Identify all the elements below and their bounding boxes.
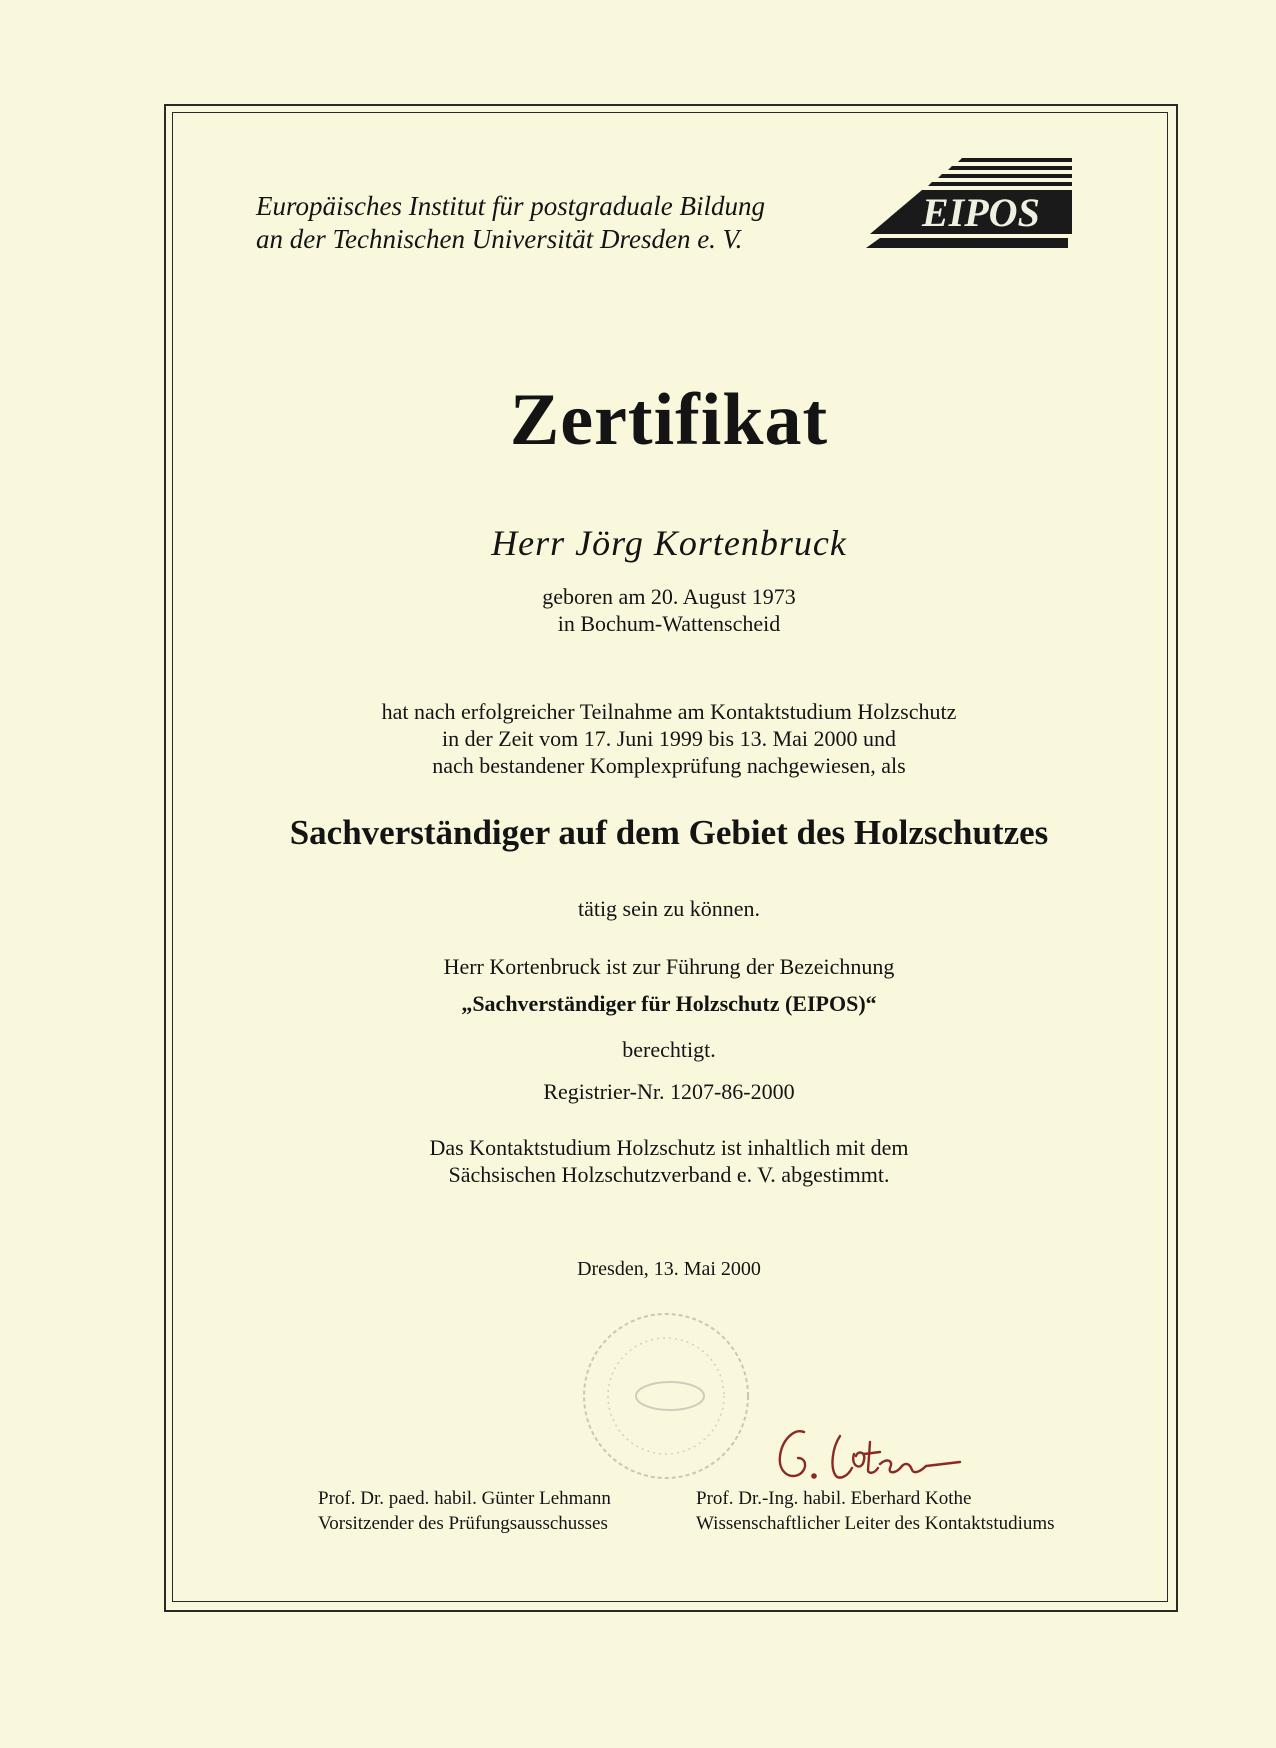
issue-date: Dresden, 13. Mai 2000: [577, 1258, 761, 1280]
birth-place: in Bochum-Wattenscheid: [557, 611, 781, 636]
signature-kothe: [770, 1418, 980, 1492]
institution-line-1: Europäisches Institut für postgraduale Bildung: [256, 191, 765, 221]
official-seal-stamp: [566, 1300, 776, 1500]
signatory-1-name: Prof. Dr. paed. habil. Günter Lehmann: [318, 1488, 611, 1509]
recipient-name: Herr Jörg Kortenbruck: [491, 523, 847, 563]
statement-line-6: berechtigt.: [622, 1037, 716, 1062]
statement-line-3: nach bestandener Komplexprüfung nachgewiesen, als: [432, 753, 906, 778]
association-line-2: Sächsischen Holzschutzverband e. V. abgestimmt.: [448, 1162, 890, 1187]
qualification-heading: Sachverständiger auf dem Gebiet des Holzschutzes: [289, 813, 1049, 852]
statement-line-5: Herr Kortenbruck ist zur Führung der Bezeichnung: [443, 954, 895, 979]
course-statement: [172, 698, 1166, 779]
institution-name: [256, 190, 765, 256]
birth-date: geboren am 20. August 1973: [542, 584, 796, 609]
signatory-kothe: [696, 1486, 1055, 1536]
logo-text: EIPOS: [922, 190, 1040, 235]
statement-line-4: tätig sein zu können.: [577, 896, 761, 921]
certificate-title: Zertifikat: [509, 379, 829, 461]
statement-line-2: in der Zeit vom 17. Juni 1999 bis 13. Mai 2000 und: [441, 726, 897, 751]
signatory-lehmann: [318, 1486, 611, 1536]
signatory-2-name: Prof. Dr.-Ing. habil. Eberhard Kothe: [696, 1488, 972, 1509]
association-note: [172, 1134, 1166, 1188]
institution-line-2: an der Technischen Universität Dresden e. V.: [256, 224, 743, 254]
registration-number: Registrier-Nr. 1207-86-2000: [543, 1079, 795, 1104]
birth-info: [172, 583, 1166, 637]
signatory-1-role: Vorsitzender des Prüfungsausschusses: [318, 1513, 608, 1534]
signatory-2-role: Wissenschaftlicher Leiter des Kontaktstudiums: [696, 1513, 1055, 1534]
designation: „Sachverständiger für Holzschutz (EIPOS)“: [461, 991, 877, 1016]
statement-line-1: hat nach erfolgreicher Teilnahme am Kontaktstudium Holzschutz: [381, 699, 957, 724]
eipos-logo: [862, 152, 1074, 262]
association-line-1: Das Kontaktstudium Holzschutz ist inhaltlich mit dem: [429, 1135, 909, 1160]
